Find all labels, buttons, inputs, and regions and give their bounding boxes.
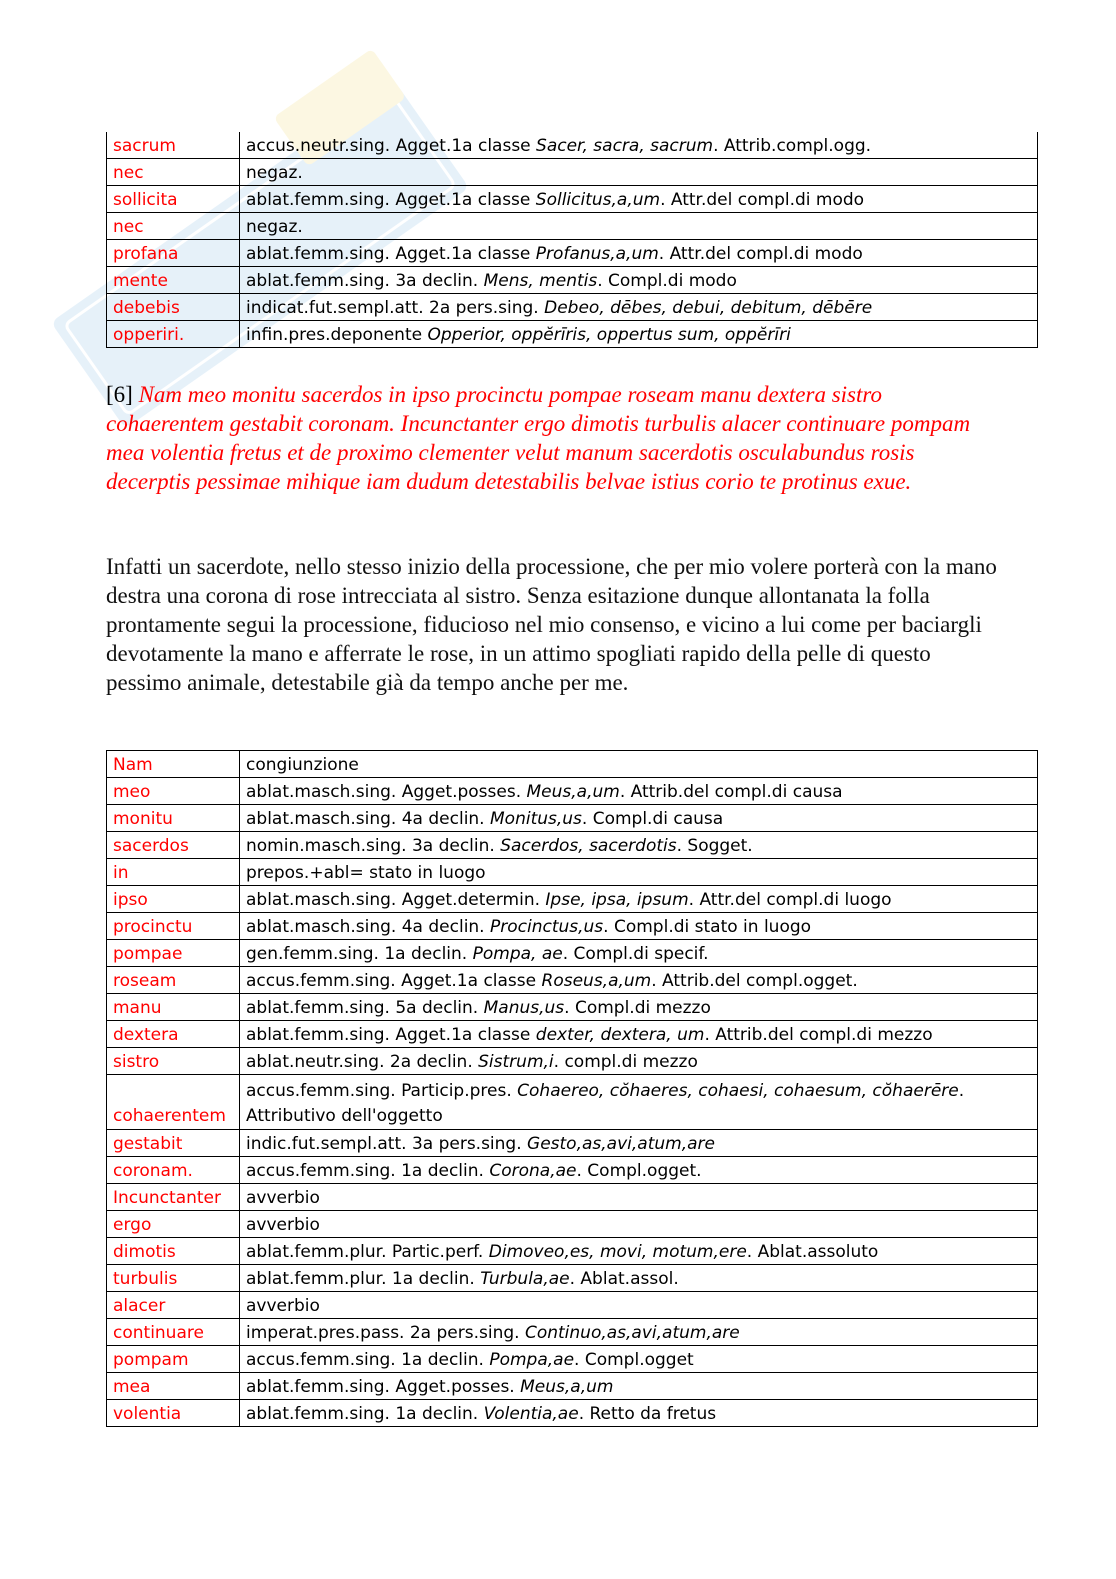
lemma: Gesto,as,avi,atum,are [527, 1134, 715, 1154]
latin-word: monitu [107, 805, 240, 832]
grammatical-analysis [240, 1265, 1038, 1292]
grammatical-analysis [240, 832, 1038, 859]
table-row [107, 805, 1038, 832]
lemma: Meus,a,um [526, 782, 620, 802]
grammatical-analysis [240, 213, 1038, 240]
analysis-text: indic.fut.sempl.att. 3a pers.sing. [246, 1134, 528, 1154]
lemma: dexter, dextera, um [535, 1025, 705, 1045]
grammatical-analysis [240, 1400, 1038, 1427]
analysis-function: . Compl.ogget. [576, 1161, 702, 1181]
analysis-text: nomin.masch.sing. 3a declin. [246, 836, 501, 856]
table-row [107, 1021, 1038, 1048]
lemma: Sollicitus,a,um [535, 190, 661, 210]
grammatical-analysis [240, 240, 1038, 267]
lemma: Dimoveo,es, movi, motum,ere [488, 1242, 747, 1262]
analysis-function: . Retto da fretus [578, 1404, 717, 1424]
table-row [107, 186, 1038, 213]
latin-word: sacerdos [107, 832, 240, 859]
analysis-text: ablat.femm.sing. 5a declin. [246, 998, 484, 1018]
analysis-function: . Attr.del compl.di modo [658, 244, 863, 264]
lemma: Sacerdos, sacerdotis [500, 836, 677, 856]
glossary-table-1 [106, 132, 1038, 348]
latin-word: sacrum [107, 132, 240, 159]
latin-word: dextera [107, 1021, 240, 1048]
latin-word: sollicita [107, 186, 240, 213]
latin-word: Nam [107, 751, 240, 778]
table-row [107, 859, 1038, 886]
analysis-text: gen.femm.sing. 1a declin. [246, 944, 473, 964]
analysis-function: . Attr.del compl.di luogo [688, 890, 892, 910]
analysis-function: . Compl.di mezzo [564, 998, 711, 1018]
lemma: Turbula,ae [480, 1269, 570, 1289]
analysis-text: ablat.femm.sing. 1a declin. [246, 1404, 484, 1424]
grammatical-analysis [240, 751, 1038, 778]
table-row [107, 1211, 1038, 1238]
grammatical-analysis [240, 994, 1038, 1021]
analysis-function: . Compl.di specif. [562, 944, 709, 964]
analysis-function: Attributivo dell'oggetto [246, 1106, 443, 1126]
analysis-text: accus.femm.sing. Agget.1a classe [246, 971, 542, 991]
grammatical-analysis [240, 1021, 1038, 1048]
table-row [107, 1048, 1038, 1075]
lemma: Opperior, oppĕrīris, oppertus sum, oppĕrīri [427, 325, 791, 345]
analysis-text: accus.femm.sing. Particip.pres. [246, 1081, 518, 1101]
lemma: Sacer, sacra, sacrum [536, 136, 714, 156]
table-row [107, 967, 1038, 994]
analysis-text: accus.femm.sing. 1a declin. [246, 1350, 490, 1370]
grammatical-analysis [240, 859, 1038, 886]
analysis-text: ablat.neutr.sing. 2a declin. [246, 1052, 479, 1072]
grammatical-analysis [240, 132, 1038, 159]
latin-word: ergo [107, 1211, 240, 1238]
analysis-text: imperat.pres.pass. 2a pers.sing. [246, 1323, 525, 1343]
passage-number: [6] [106, 382, 133, 407]
latin-passage [106, 380, 986, 496]
lemma: Sistrum,i [478, 1052, 554, 1072]
latin-word: turbulis [107, 1265, 240, 1292]
lemma: Corona,ae [489, 1161, 577, 1181]
analysis-text: indicat.fut.sempl.att. 2a pers.sing. [246, 298, 545, 318]
grammatical-analysis [240, 186, 1038, 213]
latin-word: Incunctanter [107, 1184, 240, 1211]
latin-word: roseam [107, 967, 240, 994]
table-row [107, 159, 1038, 186]
lemma: Cohaereo, cŏhaeres, cohaesi, cohaesum, cŏhaerēre [517, 1081, 959, 1101]
latin-word: debebis [107, 294, 240, 321]
lemma: Ipse, ipsa, ipsum [545, 890, 689, 910]
analysis-function: . Ablat.assoluto [746, 1242, 879, 1262]
grammatical-analysis [240, 913, 1038, 940]
analysis-text: ablat.masch.sing. 4a declin. [246, 809, 490, 829]
grammatical-analysis [240, 886, 1038, 913]
grammatical-analysis [240, 1130, 1038, 1157]
analysis-function: . Attrib.compl.ogg. [713, 136, 872, 156]
analysis-function: . Attr.del compl.di modo [660, 190, 865, 210]
analysis-text: avverbio [246, 1215, 320, 1235]
analysis-function: . Attrib.del compl.ogget. [651, 971, 858, 991]
latin-text: Nam meo monitu sacerdos in ipso procinctu pompae roseam manu dextera sistro cohaerentem gestabit coronam. Incunctanter ergo dimotis turbulis alacer continuare pompam mea volentia fretus et de proximo clementer velut manum sacerdotis osculabundus rosis decerptis pessimae mihique iam dudum detestabilis belvae istius corio te protinus exue. [106, 382, 971, 494]
analysis-text: prepos.+abl= stato in luogo [246, 863, 486, 883]
analysis-function: . Compl.di modo [597, 271, 737, 291]
grammatical-analysis [240, 267, 1038, 294]
grammatical-analysis [240, 159, 1038, 186]
grammatical-analysis [240, 1319, 1038, 1346]
table-row [107, 1373, 1038, 1400]
grammatical-analysis [240, 1048, 1038, 1075]
lemma: Debeo, dēbes, debui, debitum, dēbēre [544, 298, 873, 318]
table-row [107, 240, 1038, 267]
table-row [107, 1238, 1038, 1265]
grammatical-analysis [240, 321, 1038, 348]
latin-word: nec [107, 213, 240, 240]
table-row [107, 132, 1038, 159]
analysis-function: . Attrib.del compl.di causa [619, 782, 843, 802]
grammatical-analysis [240, 294, 1038, 321]
grammatical-analysis [240, 1346, 1038, 1373]
analysis-text: ablat.masch.sing. Agget.posses. [246, 782, 527, 802]
latin-word: in [107, 859, 240, 886]
table-row [107, 1346, 1038, 1373]
lemma: Monitus,us [490, 809, 582, 829]
table-row [107, 886, 1038, 913]
lemma: Pompa, ae [472, 944, 563, 964]
table-row [107, 1400, 1038, 1427]
lemma: Meus,a,um [520, 1377, 614, 1397]
analysis-text: accus.femm.sing. 1a declin. [246, 1161, 490, 1181]
grammatical-analysis [240, 967, 1038, 994]
analysis-text: ablat.femm.plur. Partic.perf. [246, 1242, 489, 1262]
latin-word: gestabit [107, 1130, 240, 1157]
table-row [107, 994, 1038, 1021]
latin-word: pompam [107, 1346, 240, 1373]
table-row [107, 751, 1038, 778]
analysis-text: ablat.femm.sing. 3a declin. [246, 271, 484, 291]
table-row [107, 321, 1038, 348]
grammatical-analysis [240, 1238, 1038, 1265]
latin-word: cohaerentem [107, 1075, 240, 1130]
table-row [107, 294, 1038, 321]
latin-word: mea [107, 1373, 240, 1400]
analysis-text: ablat.femm.sing. Agget.1a classe [246, 244, 536, 264]
analysis-text: ablat.masch.sing. Agget.determin. [246, 890, 546, 910]
table-row [107, 1184, 1038, 1211]
analysis-function: . Compl.di stato in luogo [603, 917, 812, 937]
grammatical-analysis [240, 1075, 1038, 1130]
lemma: Profanus,a,um [535, 244, 659, 264]
table-row [107, 778, 1038, 805]
table-row [107, 1130, 1038, 1157]
table-row [107, 267, 1038, 294]
latin-word: dimotis [107, 1238, 240, 1265]
table-row [107, 940, 1038, 967]
table-row [107, 1319, 1038, 1346]
analysis-text: avverbio [246, 1296, 320, 1316]
analysis-text: ablat.femm.sing. Agget.posses. [246, 1377, 521, 1397]
latin-word: pompae [107, 940, 240, 967]
table-row [107, 1157, 1038, 1184]
lemma: Volentia,ae [483, 1404, 579, 1424]
lemma: Roseus,a,um [541, 971, 652, 991]
grammatical-analysis [240, 1184, 1038, 1211]
analysis-function: . [958, 1081, 965, 1101]
latin-word: nec [107, 159, 240, 186]
latin-word: opperiri. [107, 321, 240, 348]
analysis-text: ablat.masch.sing. 4a declin. [246, 917, 490, 937]
lemma: Mens, mentis [483, 271, 598, 291]
analysis-text: accus.neutr.sing. Agget.1a classe [246, 136, 537, 156]
analysis-text: avverbio [246, 1188, 320, 1208]
grammatical-analysis [240, 805, 1038, 832]
analysis-text: congiunzione [246, 755, 359, 775]
latin-word: alacer [107, 1292, 240, 1319]
analysis-text: infin.pres.deponente [246, 325, 428, 345]
latin-word: profana [107, 240, 240, 267]
analysis-text: ablat.femm.sing. Agget.1a classe [246, 190, 536, 210]
grammatical-analysis [240, 1157, 1038, 1184]
analysis-function: . Compl.ogget [574, 1350, 694, 1370]
lemma: Continuo,as,avi,atum,are [524, 1323, 740, 1343]
latin-word: manu [107, 994, 240, 1021]
analysis-function: . Compl.di causa [581, 809, 724, 829]
grammatical-analysis [240, 940, 1038, 967]
table-row [107, 913, 1038, 940]
table-row [107, 832, 1038, 859]
table-row [107, 1075, 1038, 1130]
analysis-text: negaz. [246, 163, 303, 183]
italian-translation: Infatti un sacerdote, nello stesso inizio della processione, che per mio volere porterà con la mano destra una corona di rose intrecciata al sistro. Senza esitazione dunque allontanata la folla prontamente segui la processione, fiducioso nel mio consenso, e vicino a lui come per baciargli devotamente la mano e afferrate le rose, in un attimo spogliati rapido della pelle di questo pessimo animale, detestabile già da tempo anche per me. [106, 554, 997, 695]
lemma: Manus,us [483, 998, 565, 1018]
latin-word: sistro [107, 1048, 240, 1075]
analysis-function: . compl.di mezzo [553, 1052, 698, 1072]
analysis-function: . Attrib.del compl.di mezzo [704, 1025, 933, 1045]
latin-word: meo [107, 778, 240, 805]
table-row [107, 1265, 1038, 1292]
grammatical-analysis [240, 1211, 1038, 1238]
latin-word: volentia [107, 1400, 240, 1427]
latin-word: ipso [107, 886, 240, 913]
table-row [107, 213, 1038, 240]
latin-word: mente [107, 267, 240, 294]
analysis-text: negaz. [246, 217, 303, 237]
lemma: Pompa,ae [489, 1350, 575, 1370]
analysis-text: ablat.femm.plur. 1a declin. [246, 1269, 481, 1289]
table-row [107, 1292, 1038, 1319]
analysis-function: . Sogget. [676, 836, 753, 856]
grammatical-analysis [240, 1292, 1038, 1319]
analysis-text: ablat.femm.sing. Agget.1a classe [246, 1025, 536, 1045]
latin-word: continuare [107, 1319, 240, 1346]
latin-word: procinctu [107, 913, 240, 940]
analysis-function: . Ablat.assol. [569, 1269, 679, 1289]
lemma: Procinctus,us [490, 917, 604, 937]
latin-word: coronam. [107, 1157, 240, 1184]
grammatical-analysis [240, 1373, 1038, 1400]
grammatical-analysis [240, 778, 1038, 805]
glossary-table-2 [106, 750, 1038, 1427]
